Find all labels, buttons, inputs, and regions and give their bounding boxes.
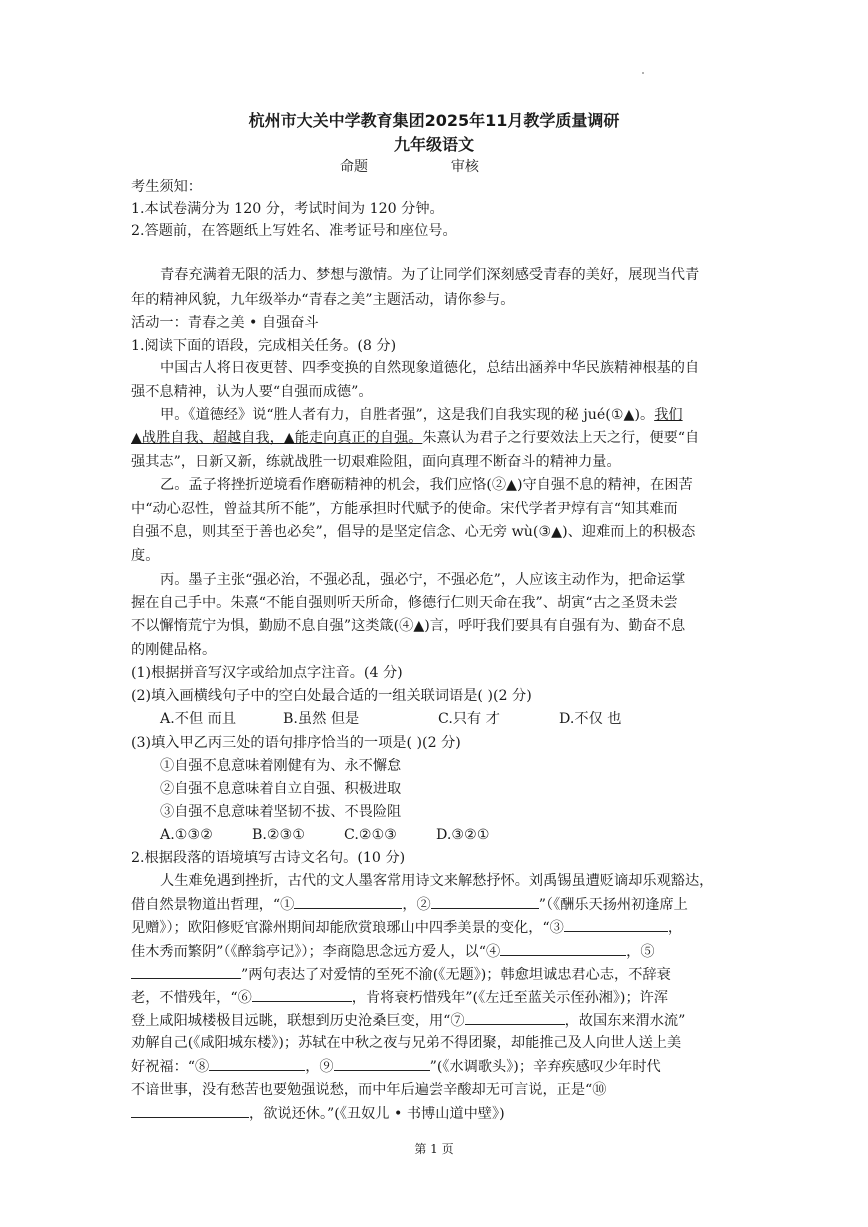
passage-line [131, 428, 737, 448]
option-c: C.②①③ [344, 827, 398, 843]
poem-line: 好祝福：“⑧ ，⑨ ”(《水调歌头》)；辛弃疾感叹少年时代 [131, 1056, 737, 1077]
poem-line: 劝解自己(《咸阳城东楼》)；苏轼在中秋之夜与兄弟不得团聚，却能推己及人向世人送上美 [131, 1035, 682, 1051]
answer-blank[interactable] [431, 894, 539, 909]
option-c: C.只有 才 [438, 711, 500, 727]
exam-title: 杭州市大关中学教育集团2025年11月教学质量调研 [248, 111, 620, 130]
answer-blank[interactable] [252, 987, 352, 1002]
option-b: B.②③① [252, 827, 306, 843]
poem-line: 人生难免遇到挫折，古代的文人墨客常用诗文来解愁抒怀。刘禹锡虽遭贬谪却乐观豁达， [160, 873, 714, 889]
exam-subtitle: 九年级语文 [393, 135, 474, 154]
answer-blank[interactable] [500, 941, 626, 956]
passage-line: 中国古人将日夜更替、四季变换的自然现象道德化，总结出涵养中华民族精神根基的自 [160, 360, 700, 376]
poem-line: 老，不惜残年，“⑥ ，肯将衰朽惜残年”(《左迁至蓝关示侄孙湘》)；许浑 [131, 987, 737, 1008]
poem-line: 不谙世事，没有愁苦也要勉强说愁，而中年后遍尝辛酸却无可言说，正是“⑩ [131, 1082, 607, 1098]
statement-item: ③自强不息意味着坚韧不拔、不畏险阻 [160, 804, 402, 820]
question-1-stem: 1.阅读下面的语段，完成相关任务。(8 分) [131, 338, 397, 354]
reviewer-label: 审核 [450, 159, 479, 175]
passage-line: 乙。孟子将挫折逆境看作磨砺精神的机会，我们应恪(②▲)守自强不息的精神，在困苦 [160, 477, 693, 493]
passage-text: 朱熹认为君子之行要效法上天之行，便要“自 [422, 430, 700, 446]
notice-item: 1.本试卷满分为 120 分，考试时间为 120 分钟。 [131, 201, 444, 217]
passage-line: 自强不息，则其至于善也必矣”，倡导的是坚定信念、心无旁 wù(③▲)、迎难而上的积极态 [131, 524, 696, 540]
poem-line: 登上咸阳城楼极目远眺，联想到历史沧桑巨变，用“⑦ ，故国东来渭水流” [131, 1010, 737, 1031]
option-a: A.不但 而且 [160, 711, 237, 727]
activity-heading: 活动一：青春之美 • 自强奋斗 [131, 315, 319, 331]
answer-blank[interactable] [334, 1056, 430, 1071]
sub-question-1: (1)根据拼音写汉字或给加点字注音。(4 分) [131, 665, 403, 681]
answer-blank[interactable] [131, 1103, 249, 1118]
notice-item: 2.答题前，在答题纸上写姓名、准考证号和座位号。 [131, 223, 457, 239]
poem-line: ”两句表达了对爱情的至死不渝(《无题》)；韩愈坦诚忠君心志，不辞衰 [131, 964, 737, 985]
poem-line: 佳木秀而繁阴”（《醉翁亭记》）；李商隐思念远方爱人，以“④ ，⑤ [131, 941, 737, 962]
passage-line: 的刚健品格。 [131, 642, 217, 658]
notice-heading: 考生须知： [131, 179, 202, 195]
answer-blank[interactable] [465, 1010, 565, 1025]
proposer-label: 命题 [340, 159, 368, 175]
passage-line: 中“动心忍性，曾益其所不能”，方能承担时代赋予的使命。宋代学者尹焞有言“知其难而 [131, 501, 678, 517]
option-row [160, 825, 766, 845]
sub-question-2: (2)填入画横线句子中的空白处最合适的一组关联词语是( )(2 分) [131, 688, 532, 704]
option-row [160, 709, 766, 729]
question-2-stem: 2.根据段落的语境填写古诗文名句。(10 分) [131, 850, 406, 866]
option-a: A.①③② [160, 827, 213, 843]
passage-line: 强不息精神，认为人要“自强而成德”。 [131, 384, 373, 400]
underlined-sentence: 我们 [654, 407, 683, 423]
passage-line: 不以懈惰荒宁为惧，勤励不息自强”这类箴(④▲)言，呼吁我们要具有自强有为、勤奋不息 [131, 618, 686, 634]
page-number: 第 1 页 [414, 1142, 454, 1156]
option-d: D.③②① [436, 827, 490, 843]
poem-line: 借自然景物道出哲理，“① ，② ”（《酬乐天扬州初逢席上 [131, 894, 737, 915]
passage-text: 甲。《道德经》说“胜人者有力，自胜者强”，这是我们自我实现的秘 jué(①▲)。 [160, 407, 655, 423]
statement-item: ①自强不息意味着刚健有为、永不懈怠 [160, 758, 402, 774]
option-d: D.不仅 也 [559, 711, 622, 727]
poem-line: 见赠》）；欧阳修贬官滁州期间却能欣赏琅琊山中四季美景的变化，“③ ， [131, 917, 737, 938]
passage-line [160, 405, 737, 425]
answer-blank[interactable] [131, 964, 241, 979]
sub-question-3: (3)填入甲乙丙三处的语句排序恰当的一项是( )(2 分) [131, 735, 461, 751]
answer-blank[interactable] [209, 1056, 305, 1071]
answer-blank[interactable] [294, 894, 402, 909]
poem-line: ，欲说还休。”(《丑奴儿 • 书博山道中壁》) [131, 1103, 737, 1124]
answer-blank[interactable] [564, 917, 668, 932]
intro-line: 年的精神风貌，九年级举办“青春之美”主题活动，请你参与。 [131, 292, 515, 308]
statement-item: ②自强不息意味着自立自强、积极进取 [160, 781, 402, 797]
passage-line: 握在自己手中。朱熹“不能自强则听天所命，修德行仁则天命在我”、胡寅“古之圣贤未尝 [131, 595, 678, 611]
passage-line: 强其志”，日新又新，练就战胜一切艰难险阻，面向真理不断奋斗的精神力量。 [131, 454, 621, 470]
option-b: B.虽然 但是 [283, 711, 360, 727]
passage-line: 度。 [131, 548, 160, 564]
underlined-sentence: ▲战胜自我、超越自我，▲能走向真正的自强。 [131, 430, 423, 446]
passage-line: 丙。墨子主张“强必治，不强必乱，强必宁，不强必危”，人应该主动作为，把命运掌 [160, 572, 686, 588]
sign-row [340, 156, 479, 176]
scan-dot [642, 72, 644, 74]
intro-line: 青春充满着无限的活力、梦想与激情。为了让同学们深刻感受青春的美好，展现当代青 [160, 267, 700, 283]
